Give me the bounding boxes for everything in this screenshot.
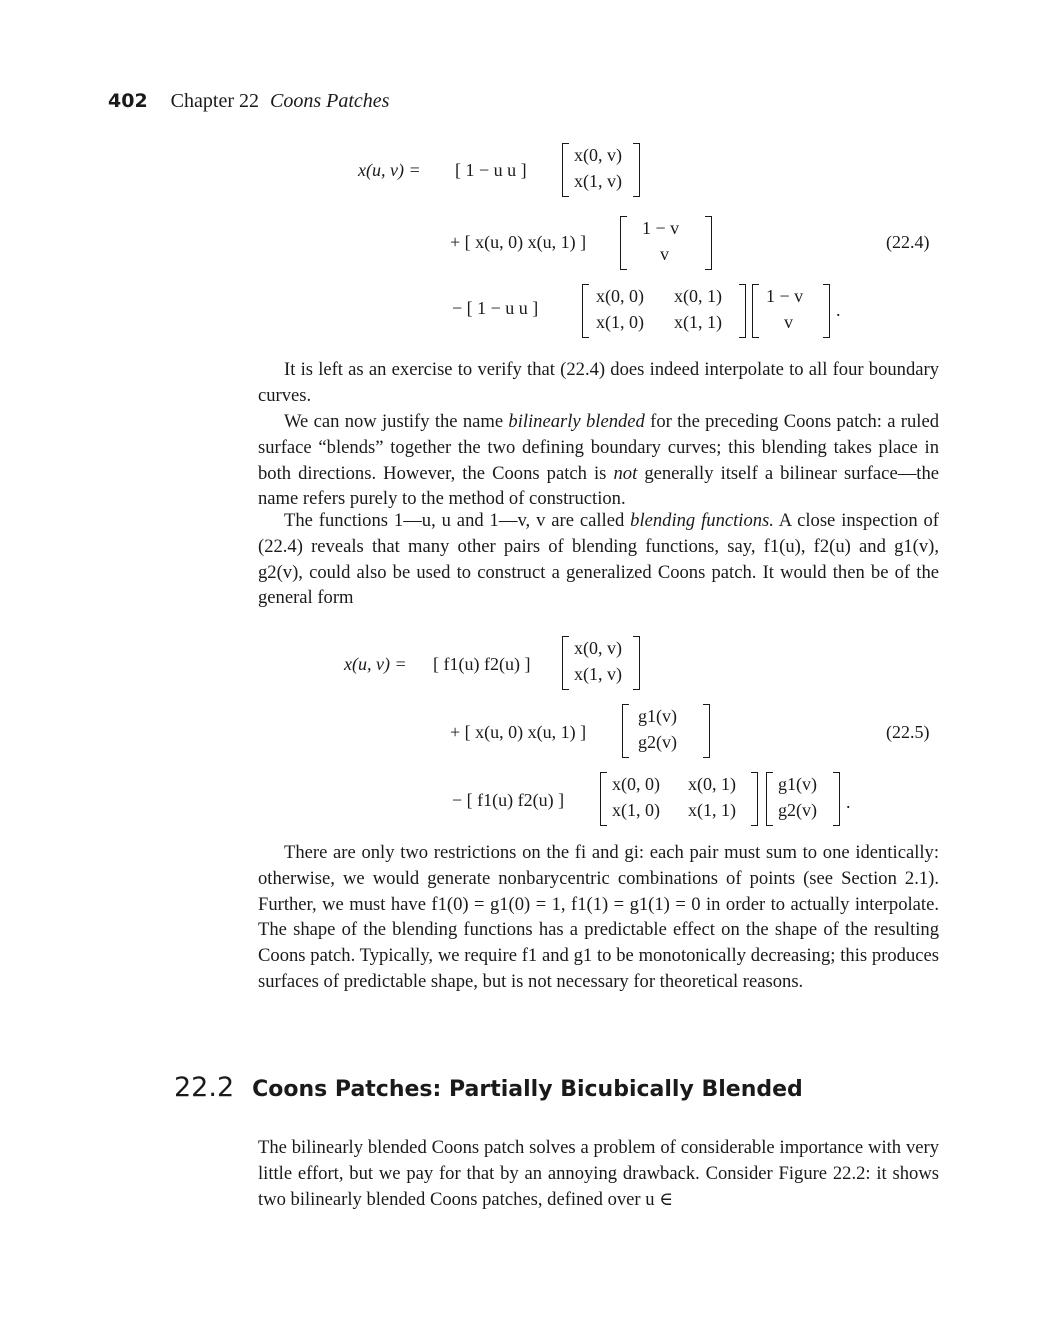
chapter-title: Coons Patches bbox=[269, 90, 390, 112]
eq224-lhs: x(u, v) = bbox=[358, 160, 421, 180]
eq225-column-1: x(0, v) x(1, v) bbox=[562, 636, 640, 690]
paragraph-4: There are only two restrictions on the fi and gi: each pair must sum to one identically: otherwise, we would generate nonbarycentric combinations of points (see Section 2.1). Further, we must have f1(0) = g1(0) = 1, f1(1) = g1(1) = 0 in order to actually interpolate. The shape of the blending functions has a predictable effect on the shape of the resulting Coons patch. Typically, we require f1 and g1 to be monotonically decreasing; this produces surfaces of predictable shape, but is not necessary for theoretical reasons. bbox=[258, 842, 939, 992]
eq225-line2-prefix: + [ x(u, 0) x(u, 1) ] bbox=[450, 722, 587, 742]
eq224-row-vector: [ 1 − u u ] bbox=[455, 160, 527, 180]
chapter-label: Chapter 22 bbox=[170, 90, 259, 112]
eq225-row-vector: [ f1(u) f2(u) ] bbox=[433, 654, 531, 674]
section-number: 22.2 bbox=[174, 1072, 235, 1103]
eq225-lhs: x(u, v) = bbox=[344, 654, 407, 674]
eq225-column-2: g1(v) g2(v) bbox=[622, 704, 710, 758]
eq224-line2-prefix: + [ x(u, 0) x(u, 1) ] bbox=[450, 232, 587, 252]
eq225-column-3: g1(v) g2(v) bbox=[766, 772, 840, 826]
paragraph-3: The functions 1—u, u and 1—v, v are called blending functions. A close inspection of (22.4) reveals that many other pairs of blending functions, say, f1(u), f2(u) and g1(v), g2(v), could also be used to construct a generalized Coons patch. It would then be of the general form bbox=[258, 510, 940, 609]
eq224-column-3: 1 − v v bbox=[752, 284, 830, 338]
eq225-number: (22.5) bbox=[886, 722, 930, 742]
eq224-line3-prefix: − [ 1 − u u ] bbox=[452, 298, 539, 318]
eq224-matrix: x(0, 0) x(0, 1) x(1, 0) x(1, 1) bbox=[582, 284, 746, 338]
section-title: Coons Patches: Partially Bicubically Blended bbox=[252, 1077, 803, 1102]
page-number: 402 bbox=[108, 90, 148, 112]
eq224-column-2: 1 − v v bbox=[620, 216, 712, 270]
eq224-period: . bbox=[836, 300, 841, 320]
paragraph-2: We can now justify the name bilinearly blended for the preceding Coons patch: a ruled surface “blends” together the two defining boundary curves; this blending takes place in both directions. However, the Coons patch is not generally itself a bilinear surface—the name refers purely to the method of construction. bbox=[258, 411, 940, 510]
section-heading bbox=[174, 1072, 803, 1103]
paragraph-5: The bilinearly blended Coons patch solves a problem of considerable importance with very little effort, but we pay for that by an annoying drawback. Consider Figure 22.2: it shows two bilinearly blended Coons patches, defined over u ∈ bbox=[258, 1137, 939, 1210]
running-header bbox=[108, 90, 389, 113]
paragraph-1: It is left as an exercise to verify that (22.4) does indeed interpolate to all four boundary curves. bbox=[258, 359, 939, 406]
eq224-column-1: x(0, v) x(1, v) bbox=[562, 143, 640, 197]
eq224-number: (22.4) bbox=[886, 232, 930, 252]
eq225-period: . bbox=[846, 792, 851, 812]
eq225-matrix: x(0, 0) x(0, 1) x(1, 0) x(1, 1) bbox=[600, 772, 758, 826]
eq225-line3-prefix: − [ f1(u) f2(u) ] bbox=[452, 790, 565, 810]
